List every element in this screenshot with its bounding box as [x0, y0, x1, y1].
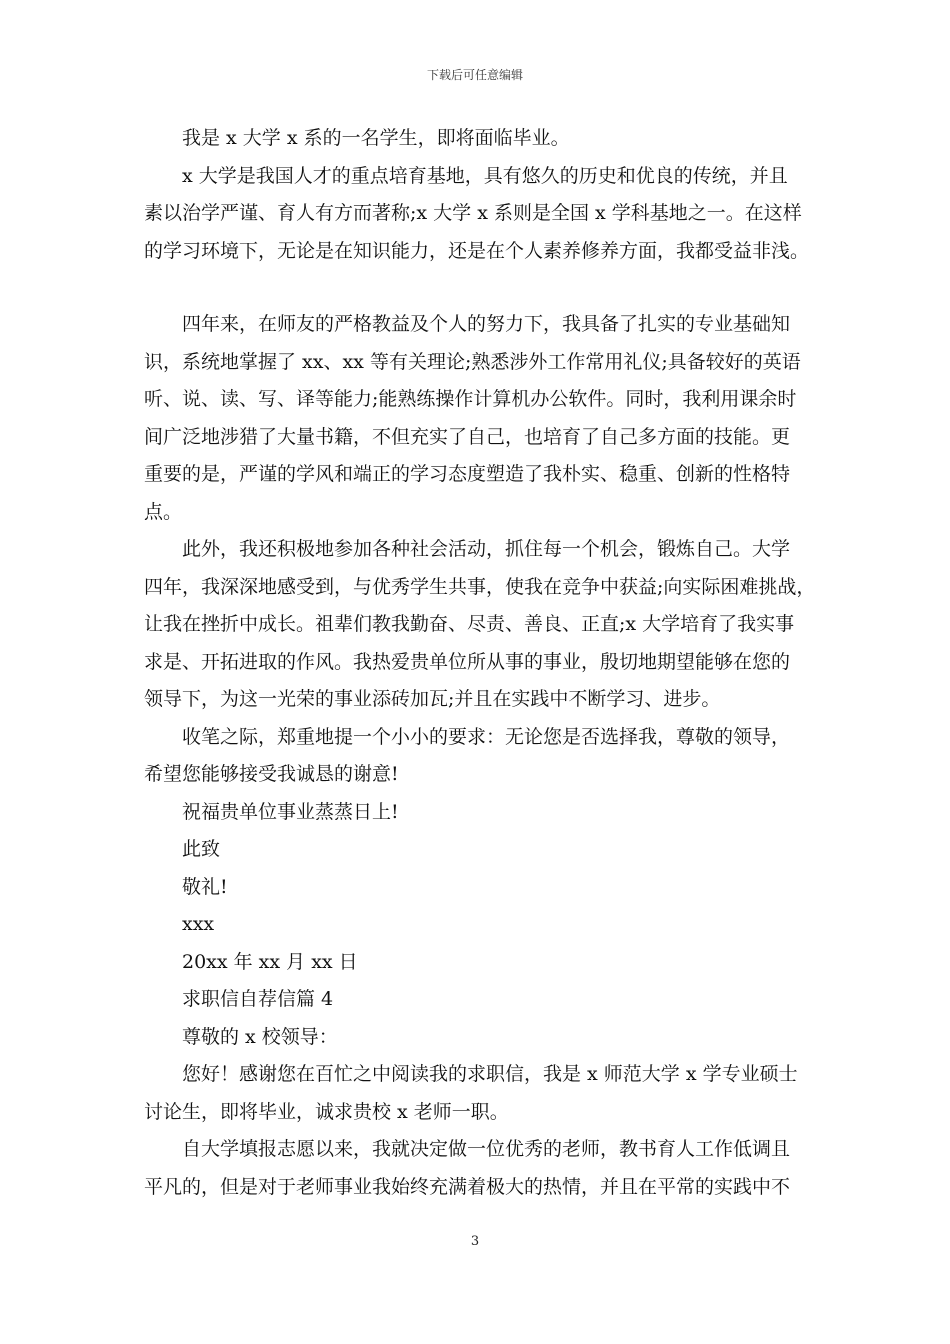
text-line: 求是、开拓进取的作风。我热爱贵单位所从事的事业，殷切地期望能够在您的 — [144, 650, 791, 673]
text-line: 领导下，为这一光荣的事业添砖加瓦;并且在实践中不断学习、进步。 — [144, 688, 721, 710]
text-line: 讨论生，即将毕业，诚求贵校 x 老师一职。 — [144, 1100, 509, 1123]
paragraph — [144, 1131, 824, 1206]
text-line: 识，系统地掌握了 xx、xx 等有关理论;熟悉涉外工作常用礼仪;具备较好的英语 — [144, 350, 801, 373]
paragraph — [144, 120, 824, 158]
paragraph — [144, 869, 824, 907]
paragraph — [144, 831, 824, 869]
text-line: 的学习环境下，无论是在知识能力，还是在个人素养修养方面，我都受益非浅。 — [144, 239, 810, 262]
text-line: 我是 x 大学 x 系的一名学生，即将面临毕业。 — [182, 127, 570, 149]
paragraph — [144, 1019, 824, 1057]
text-line: 敬礼! — [182, 875, 228, 898]
paragraph-gap — [144, 270, 824, 306]
text-line: 此致 — [182, 838, 221, 860]
text-line: 收笔之际，郑重地提一个小小的要求：无论您是否选择我，尊敬的领导， — [182, 725, 791, 748]
text-line: 您好！感谢您在百忙之中阅读我的求职信，我是 x 师范大学 x 学专业硕士 — [182, 1063, 798, 1085]
page-header: 下载后可任意编辑 — [426, 68, 523, 82]
text-line: 间广泛地涉猎了大量书籍，不但充实了自己，也培育了自己多方面的技能。更 — [144, 425, 791, 448]
text-line: 重要的是，严谨的学风和端正的学习态度塑造了我朴实、稳重、创新的性格特 — [144, 463, 791, 485]
text-line: x 大学是我国人才的重点培育基地，具有悠久的历史和优良的传统，并且 — [182, 164, 788, 187]
text-line: 20xx 年 xx 月 xx 日 — [182, 950, 358, 973]
text-line: 此外，我还积极地参加各种社会活动，抓住每一个机会，锻炼自己。大学 — [182, 538, 791, 560]
text-line: 四年来，在师友的严格教益及个人的努力下，我具备了扎实的专业基础知 — [182, 313, 791, 335]
paragraph — [144, 531, 824, 719]
page-number: 3 — [470, 1234, 480, 1249]
text-line: xxx — [182, 913, 215, 935]
text-line: 点。 — [144, 500, 183, 523]
text-line: 求职信自荐信篇 4 — [182, 988, 334, 1010]
text-line: 素以治学严谨、育人有方而著称;x 大学 x 系则是全国 x 学科基地之一。在这样 — [144, 202, 802, 224]
text-line: 祝福贵单位事业蒸蒸日上! — [182, 800, 399, 823]
text-line: 听、说、读、写、译等能力;能熟练操作计算机办公软件。同时，我利用课余时 — [144, 388, 797, 410]
paragraph — [144, 158, 824, 271]
paragraph — [144, 944, 824, 982]
paragraph — [144, 1056, 824, 1131]
text-line: 平凡的，但是对于老师事业我始终充满着极大的热情，并且在平常的实践中不 — [144, 1175, 791, 1198]
text-line: 让我在挫折中成长。祖辈们教我勤奋、尽责、善良、正直;x 大学培育了我实事 — [144, 613, 795, 635]
paragraph — [144, 906, 824, 944]
text-line: 四年，我深深地感受到，与优秀学生共事，使我在竞争中获益;向实际困难挑战， — [144, 575, 816, 598]
text-line: 自大学填报志愿以来，我就决定做一位优秀的老师，教书育人工作低调且 — [182, 1138, 791, 1160]
paragraph — [144, 981, 824, 1019]
text-line: 尊敬的 x 校领导： — [182, 1025, 338, 1048]
text-line: 希望您能够接受我诚恳的谢意! — [144, 763, 399, 785]
paragraph — [144, 306, 824, 531]
paragraph — [144, 719, 824, 794]
document-body — [144, 120, 824, 1206]
paragraph — [144, 794, 824, 832]
